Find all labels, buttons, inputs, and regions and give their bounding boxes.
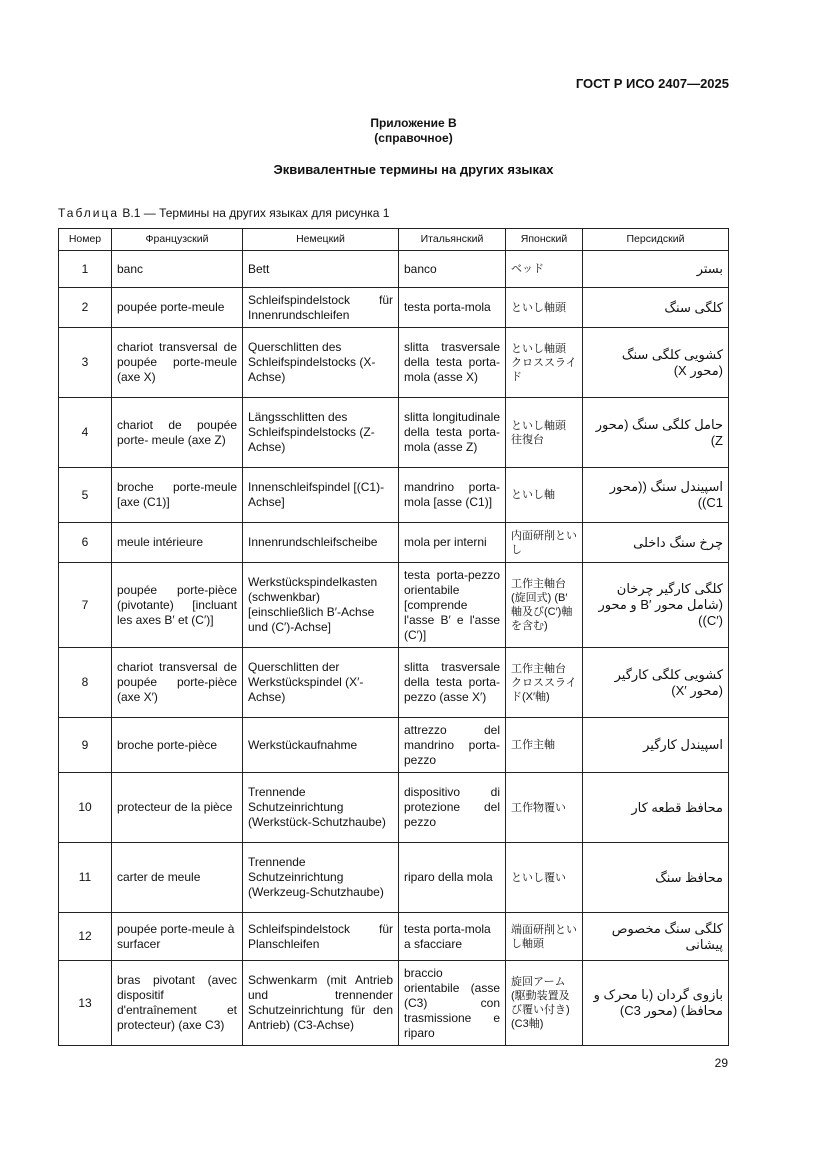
term-french: meule intérieure <box>112 523 243 563</box>
term-persian: اسپیندل سنگ ((محور C1)) <box>583 468 729 523</box>
table-row <box>59 843 729 913</box>
term-french: poupée porte-meule <box>112 288 243 328</box>
term-japanese: 端面研削といし軸頭 <box>506 913 583 961</box>
term-italian: slitta longitudinale della testa porta-mola (asse Z) <box>399 398 506 468</box>
term-french: poupée porte-pièce (pivotante) [incluant les axes B′ et (C′)] <box>112 563 243 648</box>
term-japanese: といし軸頭 往復台 <box>506 398 583 468</box>
table-row <box>59 288 729 328</box>
row-number: 6 <box>59 523 112 563</box>
term-japanese: といし軸頭 <box>506 288 583 328</box>
term-japanese: 工作主軸台(旋回式) (B′軸及び(C′)軸を含む) <box>506 563 583 648</box>
term-german: Querschlitten der Werkstückspindel (X′-Achse) <box>243 648 399 718</box>
term-italian: riparo della mola <box>399 843 506 913</box>
term-italian: dispositivo di protezione del pezzo <box>399 773 506 843</box>
term-persian: بازوی گردان (با محرک و محافظ) (محور C3) <box>583 961 729 1046</box>
term-persian: محافظ قطعه کار <box>583 773 729 843</box>
table-row <box>59 328 729 398</box>
term-italian: mola per interni <box>399 523 506 563</box>
term-persian: حامل کلگی سنگ (محور Z) <box>583 398 729 468</box>
table-row <box>59 523 729 563</box>
term-italian: attrezzo del mandrino porta-pezzo <box>399 718 506 773</box>
row-number: 10 <box>59 773 112 843</box>
col-header-italian: Итальянский <box>399 229 506 251</box>
table-row <box>59 718 729 773</box>
table-caption-prefix: Таблица <box>58 206 120 220</box>
table-row <box>59 398 729 468</box>
row-number: 2 <box>59 288 112 328</box>
term-japanese: 工作主軸台 クロススライド(X′軸) <box>506 648 583 718</box>
term-italian: slitta trasversale della testa porta-mola (asse X) <box>399 328 506 398</box>
term-japanese: 工作主軸 <box>506 718 583 773</box>
term-french: chariot transversal de poupée porte-meule (axe X) <box>112 328 243 398</box>
term-german: Innenschleifspindel [(C1)- Achse] <box>243 468 399 523</box>
row-number: 4 <box>59 398 112 468</box>
table-caption <box>58 206 389 220</box>
term-persian: اسپیندل کارگیر <box>583 718 729 773</box>
table-row <box>59 251 729 288</box>
row-number: 9 <box>59 718 112 773</box>
term-french: broche porte-meule [axe (C1)] <box>112 468 243 523</box>
term-persian: بستر <box>583 251 729 288</box>
page-number: 29 <box>714 1056 728 1070</box>
term-german: Querschlitten des Schleifspindelstocks (X-Achse) <box>243 328 399 398</box>
term-german: Längsschlitten des Schleifspindelstocks (Z-Achse) <box>243 398 399 468</box>
row-number: 7 <box>59 563 112 648</box>
annex-subtitle: (справочное) <box>374 131 453 145</box>
row-number: 12 <box>59 913 112 961</box>
term-french: poupée porte-meule à surfacer <box>112 913 243 961</box>
col-header-french: Французский <box>112 229 243 251</box>
annex-title: Приложение В <box>370 116 457 130</box>
term-german: Trennende Schutzeinrichtung (Werkstück-Schutzhaube) <box>243 773 399 843</box>
table-row <box>59 961 729 1046</box>
col-header-japanese: Японский <box>506 229 583 251</box>
col-header-german: Немецкий <box>243 229 399 251</box>
term-french: chariot transversal de poupée porte-pièce (axe X′) <box>112 648 243 718</box>
term-persian: محافظ سنگ <box>583 843 729 913</box>
term-german: Schwenkarm (mit Antrieb und trennender Schutzeinrichtung für den Antrieb) (C3-Achse) <box>243 961 399 1046</box>
term-german: Werkstückspindelkasten (schwenkbar) [einschließlich B′-Achse und (C′)-Achse] <box>243 563 399 648</box>
term-german: Werkstückaufnahme <box>243 718 399 773</box>
term-italian: mandrino porta-mola [asse (C1)] <box>399 468 506 523</box>
term-japanese: といし軸 <box>506 468 583 523</box>
term-japanese: 工作物覆い <box>506 773 583 843</box>
term-persian: کلگی کارگیر چرخان (شامل محور ′B و محور (′C)) <box>583 563 729 648</box>
term-japanese: 旋回アーム(駆動装置及び覆い付き)(C3軸) <box>506 961 583 1046</box>
col-header-persian: Персидский <box>583 229 729 251</box>
term-german: Trennende Schutzeinrichtung (Werkzeug-Schutzhaube) <box>243 843 399 913</box>
term-italian: testa porta-mola <box>399 288 506 328</box>
term-german: Schleifspindelstock für Innenrundschleifen <box>243 288 399 328</box>
row-number: 5 <box>59 468 112 523</box>
table-caption-text: В.1 — Термины на других языках для рисунка 1 <box>119 206 390 220</box>
term-japanese: 内面研削といし <box>506 523 583 563</box>
term-french: bras pivotant (avec dispositif d'entraînement et protecteur) (axe C3) <box>112 961 243 1046</box>
term-japanese: といし覆い <box>506 843 583 913</box>
term-french: chariot de poupée porte- meule (axe Z) <box>112 398 243 468</box>
term-italian: slitta trasversale della testa porta-pezzo (asse X′) <box>399 648 506 718</box>
terms-table <box>58 228 729 1046</box>
term-persian: کشویی کلگی کارگیر (محور ′X) <box>583 648 729 718</box>
row-number: 3 <box>59 328 112 398</box>
row-number: 8 <box>59 648 112 718</box>
row-number: 1 <box>59 251 112 288</box>
table-row <box>59 468 729 523</box>
standard-id: ГОСТ Р ИСО 2407—2025 <box>575 76 729 91</box>
term-french: protecteur de la pièce <box>112 773 243 843</box>
term-french: broche porte-pièce <box>112 718 243 773</box>
term-french: banc <box>112 251 243 288</box>
term-italian: braccio orientabile (asse (C3) con trasmissione e riparo <box>399 961 506 1046</box>
row-number: 11 <box>59 843 112 913</box>
col-header-number: Номер <box>59 229 112 251</box>
term-persian: چرخ سنگ داخلی <box>583 523 729 563</box>
term-french: carter de meule <box>112 843 243 913</box>
term-persian: کشویی کلگی سنگ (محور X) <box>583 328 729 398</box>
term-italian: banco <box>399 251 506 288</box>
term-persian: کلگی سنگ <box>583 288 729 328</box>
table-header-row <box>59 229 729 251</box>
term-german: Schleifspindelstock für Planschleifen <box>243 913 399 961</box>
annex-heading: Эквивалентные термины на других языках <box>273 162 554 177</box>
row-number: 13 <box>59 961 112 1046</box>
term-japanese: ベッド <box>506 251 583 288</box>
term-italian: testa porta-mola a sfacciare <box>399 913 506 961</box>
table-row <box>59 773 729 843</box>
term-italian: testa porta-pezzo orientabile [comprende l'asse B′ e l'asse (C′)] <box>399 563 506 648</box>
table-row <box>59 563 729 648</box>
term-japanese: といし軸頭 クロススライド <box>506 328 583 398</box>
table-row <box>59 648 729 718</box>
table-row <box>59 913 729 961</box>
term-german: Innenrundschleifscheibe <box>243 523 399 563</box>
term-persian: کلگی سنگ مخصوص پیشانی <box>583 913 729 961</box>
term-german: Bett <box>243 251 399 288</box>
